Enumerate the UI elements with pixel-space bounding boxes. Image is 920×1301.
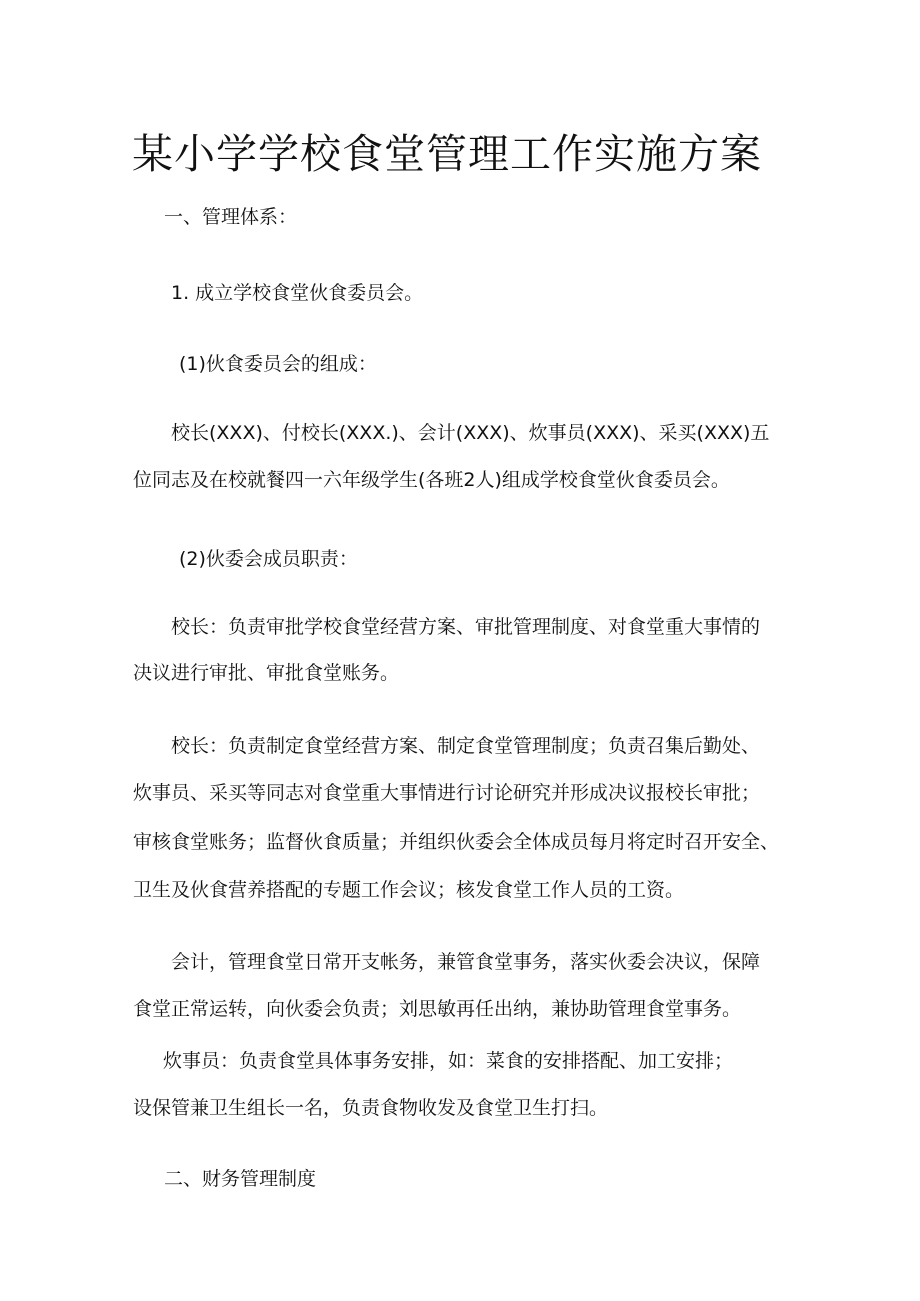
paragraph-line: 校长：负责制定食堂经营方案、制定食堂管理制度；负责召集后勤处、 [171, 735, 761, 757]
section-heading-management-system: 一、管理体系： [164, 206, 298, 228]
paragraph-line: 校长：负责审批学校食堂经营方案、审批管理制度、对食堂重大事情的 [171, 616, 761, 638]
paragraph-line: 炊事员：负责食堂具体事务安排，如：菜食的安排搭配、加工安排； [163, 1050, 734, 1072]
paragraph-line: 位同志及在校就餐四一六年级学生(各班2人)组成学校食堂伙食委员会。 [133, 469, 730, 491]
paragraph-line: 卫生及伙食营养搭配的专题工作会议；核发食堂工作人员的工资。 [133, 879, 685, 901]
paragraph-line: 校长(XXX)、付校长(XXX.)、会计(XXX)、炊事员(XXX)、采买(XXX)五 [171, 422, 770, 444]
paragraph-line: 决议进行审批、审批食堂账务。 [133, 662, 400, 684]
paragraph-line: 炊事员、采买等同志对食堂重大事情进行讨论研究并形成决议报校长审批； [133, 782, 761, 804]
sub-heading-member-duties: (2)伙委会成员职责： [179, 548, 358, 570]
paragraph-line: 食堂正常运转，向伙委会负责；刘思敏再任出纳，兼协助管理食堂事务。 [133, 998, 742, 1020]
paragraph-line: 审核食堂账务；监督伙食质量；并组织伙委会全体成员每月将定时召开安全、 [133, 831, 780, 853]
item-establish-committee: 1. 成立学校食堂伙食委员会。 [171, 282, 424, 304]
section-heading-financial-management: 二、财务管理制度 [164, 1168, 317, 1190]
sub-heading-committee-composition: (1)伙食委员会的组成： [179, 353, 377, 375]
document-title: 某小学学校食堂管理工作实施方案 [132, 130, 762, 178]
paragraph-line: 设保管兼卫生组长一名，负责食物收发及食堂卫生打扫。 [133, 1097, 609, 1119]
paragraph-line: 会计，管理食堂日常开支帐务，兼管食堂事务，落实伙委会决议，保障 [171, 951, 761, 973]
